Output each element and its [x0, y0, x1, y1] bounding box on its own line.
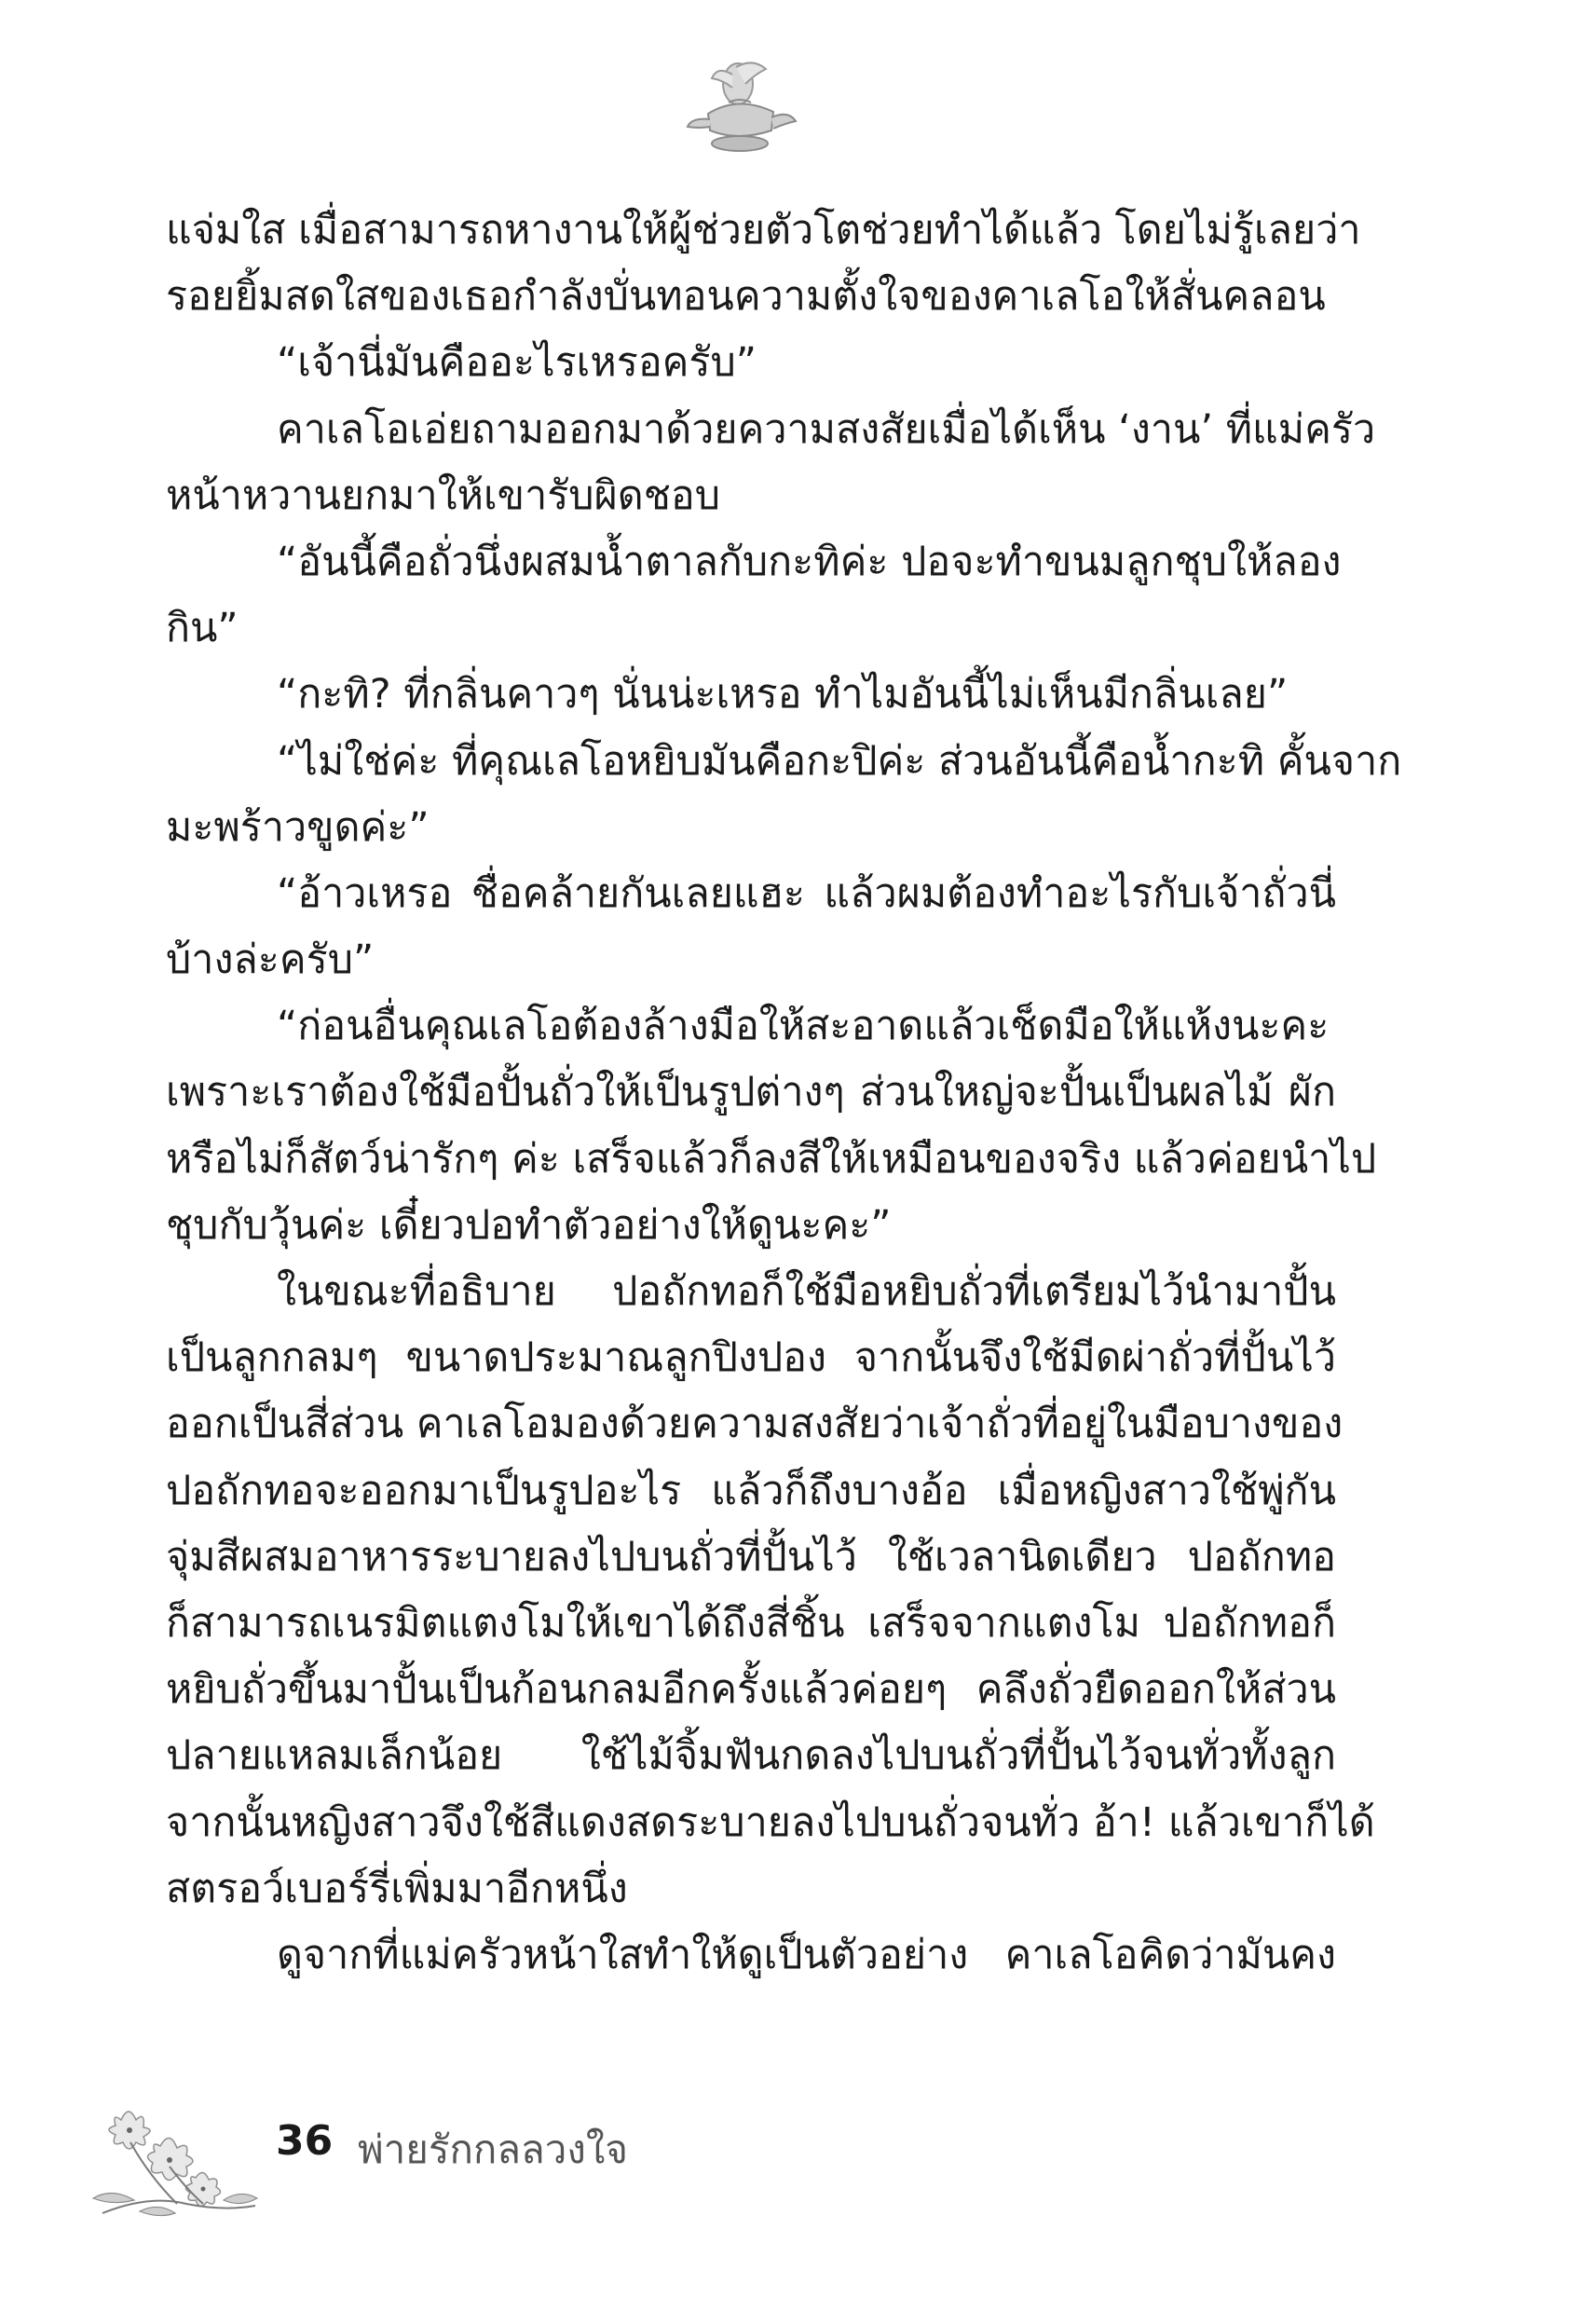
text-line: ปอถักทอจะออกมาเป็นรูปอะไร แล้วก็ถึงบางอ้อ เมื่อหญิงสาวใช้พู่กัน — [166, 1467, 1336, 1514]
lily-flowers-icon — [84, 2101, 261, 2227]
text-line: แจ่มใส เมื่อสามารถหางานให้ผู้ช่วยตัวโตช่วยทำได้แล้ว โดยไม่รู้เลยว่า — [166, 207, 1361, 253]
text-line: ออกเป็นสี่ส่วน คาเลโอมองด้วยความสงสัยว่าเจ้าถั่วที่อยู่ในมือบางของ — [166, 1401, 1344, 1448]
page-body-text — [166, 198, 1402, 1989]
text-line: เป็นลูกกลมๆ ขนาดประมาณลูกปิงปอง จากนั้นจึงใช้มีดผ่าถั่วที่ปั้นไว้ — [166, 1334, 1336, 1382]
text-line: กิน” — [166, 605, 239, 652]
text-line: “เจ้านี่มันคืออะไรเหรอครับ” — [277, 339, 757, 387]
text-line: คาเลโอเอ่ยถามออกมาด้วยความสงสัยเมื่อได้เห็น ‘งาน’ ที่แม่ครัว — [277, 405, 1376, 453]
text-line: “อ้าวเหรอ ชื่อคล้ายกันเลยแฮะ แล้วผมต้องทำอะไรกับเจ้าถั่วนี่ — [277, 869, 1336, 917]
text-line: มะพร้าวขูดค่ะ” — [166, 803, 430, 851]
text-line: หน้าหวานยกมาให้เขารับผิดชอบ — [166, 472, 721, 519]
book-title: พ่ายรักกลลวงใจ — [358, 2126, 628, 2172]
text-line: “ก่อนอื่นคุณเลโอต้องล้างมือให้สะอาดแล้วเช็ดมือให้แห้งนะคะ — [277, 1003, 1330, 1050]
text-line: ดูจากที่แม่ครัวหน้าใสทำให้ดูเป็นตัวอย่าง คาเลโอคิดว่ามันคง — [277, 1931, 1336, 1978]
text-line: ปลายแหลมเล็กน้อย ใช้ไม้จิ้มฟันกดลงไปบนถั่วที่ปั้นไว้จนทั่วทั้งลูก — [166, 1732, 1336, 1780]
text-line: รอยยิ้มสดใสของเธอกำลังบั่นทอนความตั้งใจของคาเลโอให้สั่นคลอน — [166, 273, 1326, 321]
text-line: ในขณะที่อธิบาย ปอถักทอก็ใช้มือหยิบถั่วที่เตรียมไว้นำมาปั้น — [277, 1268, 1336, 1315]
text-line: หรือไม่ก็สัตว์น่ารักๆ ค่ะ เสร็จแล้วก็ลงสีให้เหมือนของจริง แล้วค่อยนำไป — [166, 1135, 1377, 1183]
text-line: “กะทิ? ที่กลิ่นคาวๆ นั่นน่ะเหรอ ทำไมอันนี้ไม่เห็นมีกลิ่นเลย” — [277, 671, 1289, 718]
text-line: “อันนี้คือถั่วนึ่งผสมน้ำตาลกับกะทิค่ะ ปอจะทำขนมลูกชุบให้ลอง — [277, 538, 1342, 585]
text-line: ชุบกับวุ้นค่ะ เดี๋ยวปอทำตัวอย่างให้ดูนะคะ” — [166, 1201, 892, 1249]
text-line: เพราะเราต้องใช้มือปั้นถั่วให้เป็นรูปต่างๆ ส่วนใหญ่จะปั้นเป็นผลไม้ ผัก — [166, 1069, 1336, 1116]
text-line: “ไม่ใช่ค่ะ ที่คุณเลโอหยิบมันคือกะปิค่ะ ส่วนอันนี้คือน้ำกะทิ คั้นจาก — [277, 737, 1402, 785]
text-line: จากนั้นหญิงสาวจึงใช้สีแดงสดระบายลงไปบนถั่วจนทั่ว อ้า! แล้วเขาก็ได้ — [166, 1798, 1375, 1846]
page-number: 36 — [276, 2117, 334, 2165]
text-line: ก็สามารถเนรมิตแตงโมให้เขาได้ถึงสี่ชิ้น เสร็จจากแตงโม ปอถักทอก็ — [166, 1599, 1336, 1647]
lamp-with-fairy-icon — [680, 56, 801, 168]
text-line: สตรอว์เบอร์รี่เพิ่มมาอีกหนึ่ง — [166, 1865, 628, 1912]
text-line: บ้างล่ะครับ” — [166, 937, 375, 984]
text-line: หยิบถั่วขึ้นมาปั้นเป็นก้อนกลมอีกครั้งแล้วค่อยๆ คลึงถั่วยืดออกให้ส่วน — [166, 1666, 1336, 1714]
text-line: จุ่มสีผสมอาหารระบายลงไปบนถั่วที่ปั้นไว้ ใช้เวลานิดเดียว ปอถักทอ — [166, 1533, 1336, 1580]
